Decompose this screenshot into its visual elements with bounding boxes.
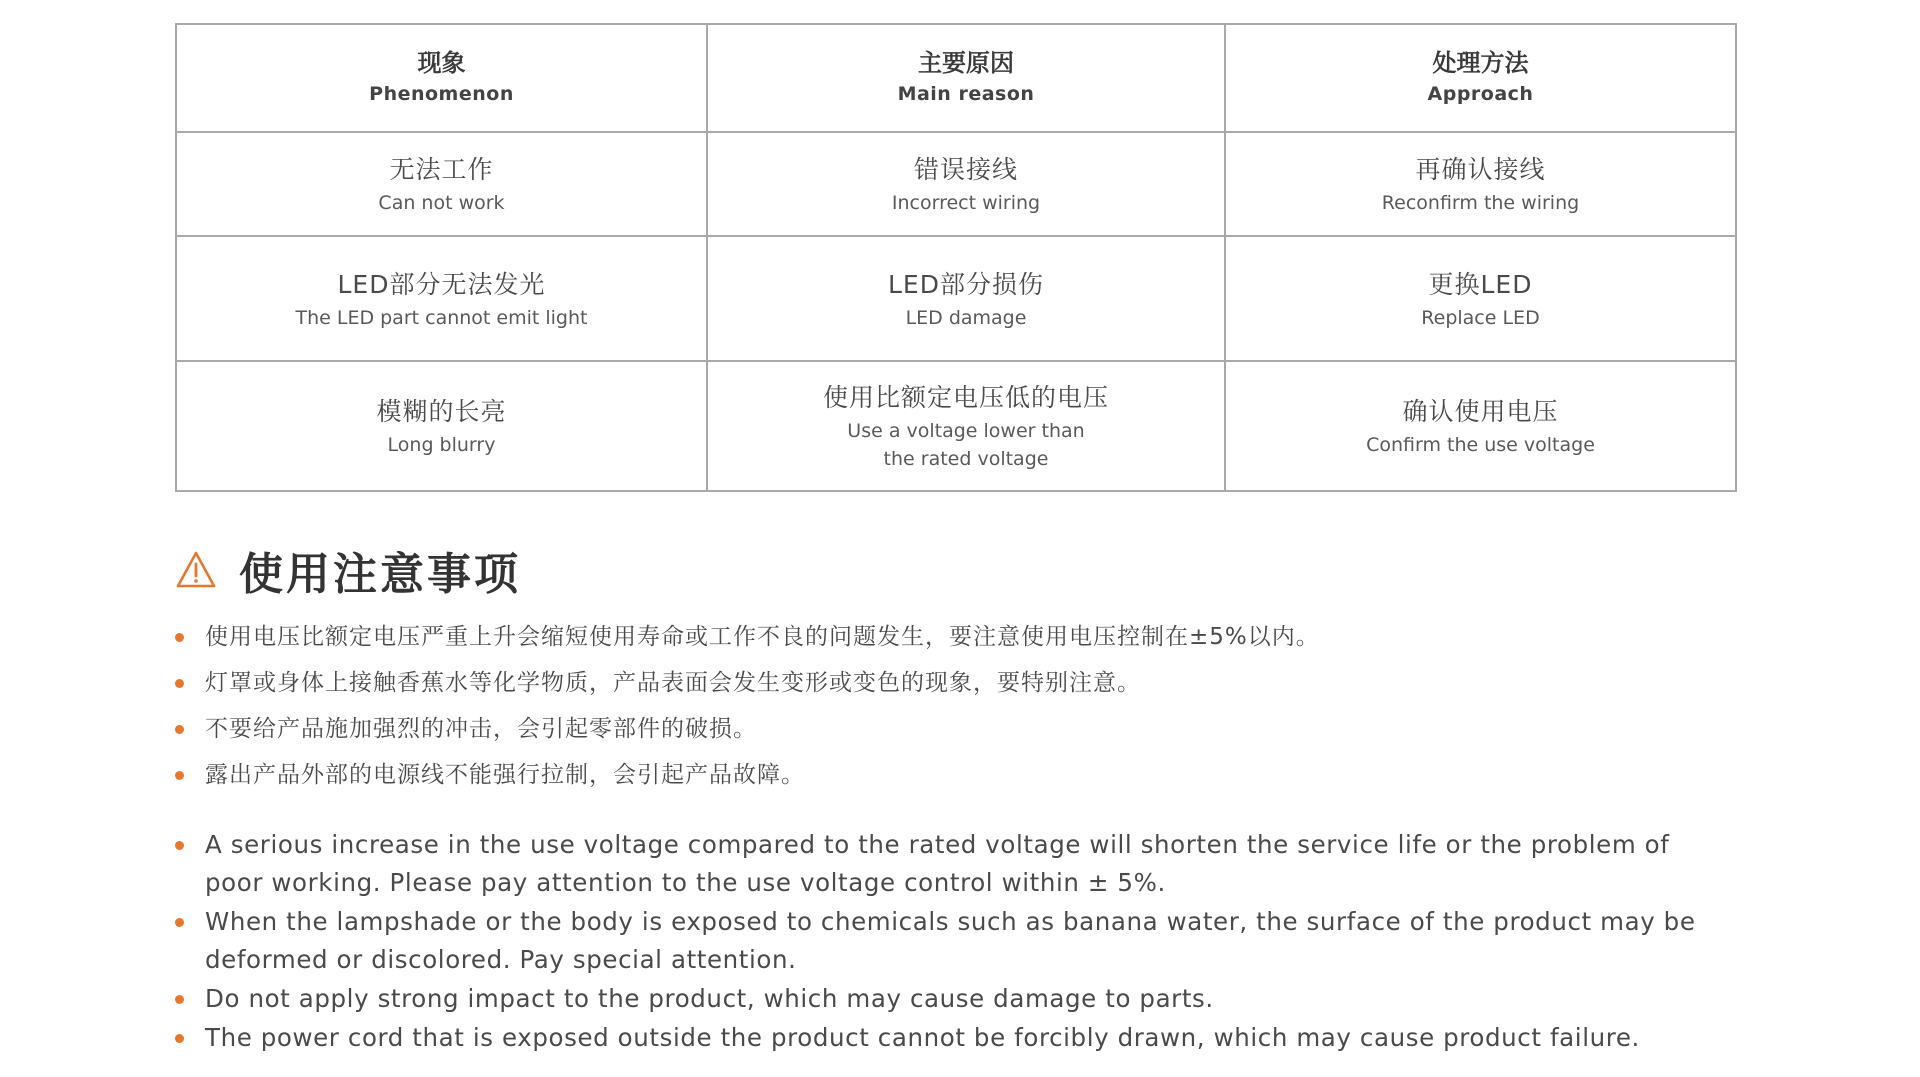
cell-en-line-1: Use a voltage lower than bbox=[847, 420, 1085, 442]
note-text: Do not apply strong impact to the product, which may cause damage to parts. bbox=[205, 984, 1214, 1013]
notes-title: 使用注意事项 bbox=[239, 549, 521, 600]
note-text: 不要给产品施加强烈的冲击，会引起零部件的破损。 bbox=[205, 716, 757, 742]
notes-list-en bbox=[175, 826, 1735, 1058]
bullet-dot bbox=[175, 679, 184, 688]
bullet-dot bbox=[175, 771, 184, 780]
table-cell bbox=[176, 236, 707, 361]
cell-en: Reconfirm the wiring bbox=[1381, 192, 1580, 214]
cell-cn: 模糊的长亮 bbox=[376, 397, 507, 426]
cell-en: Confirm the use voltage bbox=[1366, 434, 1595, 456]
cell-en: Can not work bbox=[378, 192, 505, 214]
header-cn: 现象 bbox=[417, 49, 466, 77]
cell-en: Incorrect wiring bbox=[891, 192, 1041, 214]
header-approach bbox=[1225, 24, 1736, 132]
table-cell bbox=[1225, 236, 1736, 361]
cell-cn: LED部分无法发光 bbox=[337, 269, 546, 299]
note-text: The power cord that is exposed outside the product cannot be forcibly drawn, which may cause product failure. bbox=[205, 1023, 1640, 1052]
bullet-dot bbox=[175, 1034, 184, 1043]
header-en: Phenomenon bbox=[369, 83, 514, 105]
list-item bbox=[175, 1019, 1735, 1057]
header-cn: 主要原因 bbox=[918, 49, 1014, 77]
cell-cn: 确认使用电压 bbox=[1402, 397, 1559, 426]
table-cell bbox=[707, 361, 1225, 491]
list-item bbox=[175, 903, 1735, 979]
cell-cn: 更换LED bbox=[1428, 269, 1533, 299]
table-cell bbox=[176, 361, 707, 491]
note-text: 灯罩或身体上接触香蕉水等化学物质，产品表面会发生变形或变色的现象，要特别注意。 bbox=[205, 670, 1141, 696]
header-phenomenon bbox=[176, 24, 707, 132]
table-cell bbox=[707, 236, 1225, 361]
cell-en: Replace LED bbox=[1421, 306, 1540, 329]
cell-cn: LED部分损伤 bbox=[888, 269, 1044, 299]
table-row bbox=[176, 361, 1736, 491]
list-item bbox=[175, 826, 1735, 902]
table-cell bbox=[1225, 361, 1736, 491]
table-cell bbox=[176, 132, 707, 236]
warning-triangle-icon bbox=[175, 550, 217, 590]
note-text: 露出产品外部的电源线不能强行拉制，会引起产品故障。 bbox=[205, 762, 805, 788]
cell-cn: 无法工作 bbox=[389, 155, 494, 184]
header-en: Approach bbox=[1427, 83, 1534, 105]
header-cn: 处理方法 bbox=[1432, 49, 1529, 77]
note-text: A serious increase in the use voltage compared to the rated voltage will shorten the service life or the problem of poor working. Please pay attention to the use voltage control within ± 5%. bbox=[205, 830, 1670, 897]
bullet-dot bbox=[175, 633, 184, 642]
table-row bbox=[176, 236, 1736, 361]
bullet-dot bbox=[175, 918, 184, 927]
header-en: Main reason bbox=[897, 83, 1035, 105]
cell-cn: 错误接线 bbox=[913, 155, 1018, 184]
cell-en: Long blurry bbox=[387, 434, 496, 456]
note-text: When the lampshade or the body is exposed to chemicals such as banana water, the surface of the product may be deformed or discolored. Pay special attention. bbox=[205, 907, 1696, 974]
list-item bbox=[175, 706, 1735, 752]
table-cell bbox=[1225, 132, 1736, 236]
notes-heading bbox=[175, 540, 521, 600]
header-main-reason bbox=[707, 24, 1225, 132]
list-item bbox=[175, 660, 1735, 706]
list-item bbox=[175, 752, 1735, 798]
troubleshooting-table bbox=[175, 23, 1737, 492]
table-row bbox=[176, 132, 1736, 236]
table-cell bbox=[707, 132, 1225, 236]
bullet-dot bbox=[175, 841, 184, 850]
notes-list-cn bbox=[175, 614, 1735, 798]
note-text: 使用电压比额定电压严重上升会缩短使用寿命或工作不良的问题发生，要注意使用电压控制在±5%以内。 bbox=[205, 624, 1320, 650]
cell-en: LED damage bbox=[905, 306, 1027, 329]
cell-cn: 再确认接线 bbox=[1415, 155, 1546, 184]
bullet-dot bbox=[175, 995, 184, 1004]
list-item bbox=[175, 614, 1735, 660]
table-header-row bbox=[176, 24, 1736, 132]
list-item bbox=[175, 980, 1735, 1018]
bullet-dot bbox=[175, 725, 184, 734]
cell-en: The LED part cannot emit light bbox=[295, 306, 588, 329]
cell-cn: 使用比额定电压低的电压 bbox=[822, 383, 1109, 412]
cell-en-line-2: the rated voltage bbox=[883, 448, 1049, 470]
